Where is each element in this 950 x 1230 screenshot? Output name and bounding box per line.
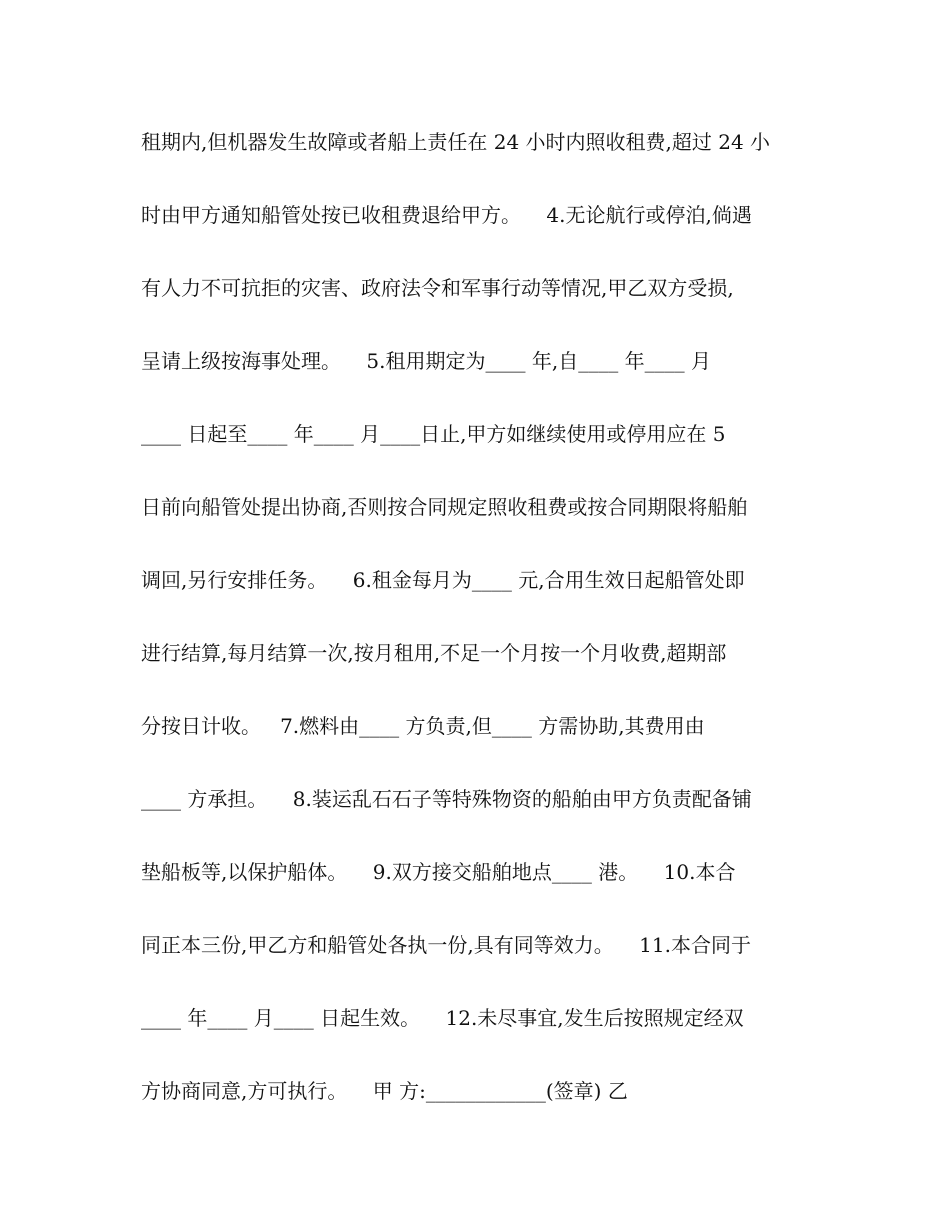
text-line-2: 时由甲方通知船管处按已收租费退给甲方。 4.无论航行或停泊,倘遇 [141,203,752,227]
text-line-12: 同正本三份,甲乙方和船管处各执一份,具有同等效力。 11.本合同于 [141,933,751,957]
text-line-7: 调回,另行安排任务。 6.租金每月为____ 元,合用生效日起船管处即 [141,568,745,592]
text-line-11: 垫船板等,以保护船体。 9.双方接交船舶地点____ 港。 10.本合 [141,860,736,884]
text-line-13: ____ 年____ 月____ 日起生效。 12.未尽事宜,发生后按照规定经双 [141,1006,744,1030]
text-line-5: ____ 日起至____ 年____ 月____日止,甲方如继续使用或停用应在 5 [141,422,726,446]
text-line-14: 方协商同意,方可执行。 甲 方:____________(签章) 乙 [141,1079,628,1103]
text-line-10: ____ 方承担。 8.装运乱石石子等特殊物资的船舶由甲方负责配备铺 [141,787,752,811]
contract-body-text [141,120,831,1142]
text-line-3: 有人力不可抗拒的灾害、政府法令和军事行动等情况,甲乙双方受损, [141,276,734,300]
text-line-6: 日前向船管处提出协商,否则按合同规定照收租费或按合同期限将船舶 [141,495,748,519]
text-line-8: 进行结算,每月结算一次,按月租用,不足一个月按一个月收费,超期部 [141,641,727,665]
text-line-9: 分按日计收。 7.燃料由____ 方负责,但____ 方需协助,其费用由 [141,714,705,738]
text-line-1: 租期内,但机器发生故障或者船上责任在 24 小时内照收租费,超过 24 小 [141,130,771,154]
text-line-4: 呈请上级按海事处理。 5.租用期定为____ 年,自____ 年____ 月 [141,349,711,373]
